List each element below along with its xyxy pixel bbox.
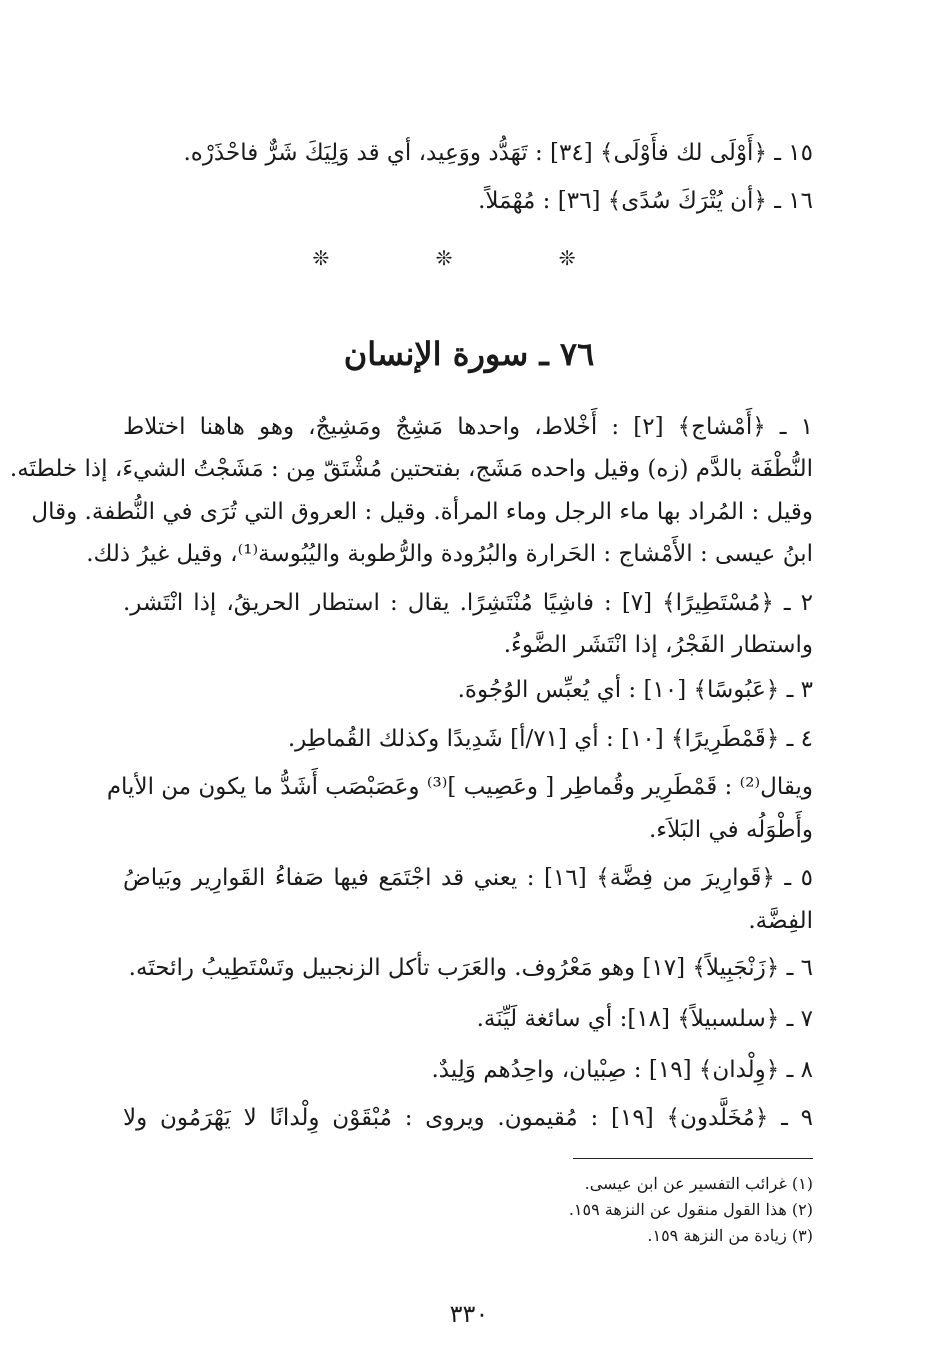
footnote-1: (١) غرائب التفسير عن ابن عيسى. xyxy=(584,1174,813,1193)
body-line: ٥ ـ ﴿قَوارِيرَ من فِضَّة﴾ [١٦] : يعني قد اجْتَمَع فيها صَفاءُ القَوارِير وبَياضُ xyxy=(123,865,813,891)
page-number: ٣٣٠ xyxy=(449,1300,489,1328)
body-line: ١ ـ ﴿أَمْشاج﴾ [٢] : أَخْلاط، واحدها مَشِجٌ ومَشِيجٌ، وهو هاهنا اختلاط xyxy=(123,414,813,440)
footnote-2: (٢) هذا القول منقول عن النزهة ١٥٩. xyxy=(568,1200,813,1219)
body-line: وأَطْوَلُه في البَلاَء. xyxy=(649,817,813,843)
body-line: الفِضَّة. xyxy=(748,908,813,934)
body-line: ٧ ـ ﴿سلسبيلاً﴾ [١٨]: أي سائغة لَيِّنَة. xyxy=(476,1006,813,1032)
body-line: ٢ ـ ﴿مُسْتَطِيرًا﴾ [٧] : فاشِيًا مُنْتَشِرًا. يقال : استطار الحريقُ، إذا انْتَشر. xyxy=(123,590,813,616)
body-line: واستطار الفَجْرُ، إذا انْتَشَر الضَّوءُ. xyxy=(503,632,813,658)
body-line: ٦ ـ ﴿زَنْجَبِيلاً﴾ [١٧] وهو مَعْرُوف. والعَرَب تأكل الزنجبيل وتَسْتَطِيبُ رائحتَه. xyxy=(128,955,813,981)
entry-16: ١٦ ـ ﴿أن يُتْرَكَ سُدًى﴾ [٣٦] : مُهْمَلاً. xyxy=(478,188,813,214)
body-line: ٩ ـ ﴿مُخَلَّدون﴾ [١٩] : مُقيمون. ويروى : مُبْقَوْن وِلْدانًا لا يَهْرَمُون ولا xyxy=(123,1105,813,1131)
section-separator: ❊ ❊ ❊ xyxy=(312,246,626,270)
body-line: ابنُ عيسى : الأَمْشاج : الحَرارة والبُرُودة والرُّطوبة واليُبُوسة⁽¹⁾، وقيل غيرُ ذلك. xyxy=(86,541,813,567)
body-line: ويقال⁽²⁾ : قَمْطَرِير وقُماطِر [ وعَصِيب ]⁽³⁾ وعَصَبْصَب أَشَدُّ ما يكون من الأيام xyxy=(106,774,813,800)
body-line: ٣ ـ ﴿عَبُوسًا﴾ [١٠] : أي يُعبِّس الوُجُوهَ. xyxy=(457,677,813,703)
body-line: ٤ ـ ﴿قَمْطَرِيرًا﴾ [١٠] : أي [٧١/أ] شَدِيدًا وكذلك القُماطِر. xyxy=(287,726,813,752)
surah-title: ٧٦ ـ سورة الإنسان xyxy=(343,335,595,373)
footnote-rule xyxy=(573,1158,813,1159)
body-line: النُّطْفَة بالدَّم (زه) وقيل واحده مَشَج، بفتحتين مُشْتَقّ مِن : مَشَجْتُ الشيءَ، إذا خلطتَه. xyxy=(9,456,813,482)
body-line: ٨ ـ ﴿وِلْدان﴾ [١٩] : صِبْيان، واحِدُهم وَلِيدٌ. xyxy=(431,1057,813,1083)
body-line: وقيل : المُراد بها ماء الرجل وماء المرأة. وقيل : العروق التي تُرَى في النُّطفة. وقال xyxy=(31,499,813,525)
entry-15: ١٥ ـ ﴿أَوْلَى لك فأَوْلَى﴾ [٣٤] : تَهَدُّد ووَعِيد، أي قد وَلِيَكَ شَرٌّ فاحْذَرْه. xyxy=(183,140,813,166)
footnote-3: (٣) زيادة من النزهة ١٥٩. xyxy=(647,1226,813,1245)
